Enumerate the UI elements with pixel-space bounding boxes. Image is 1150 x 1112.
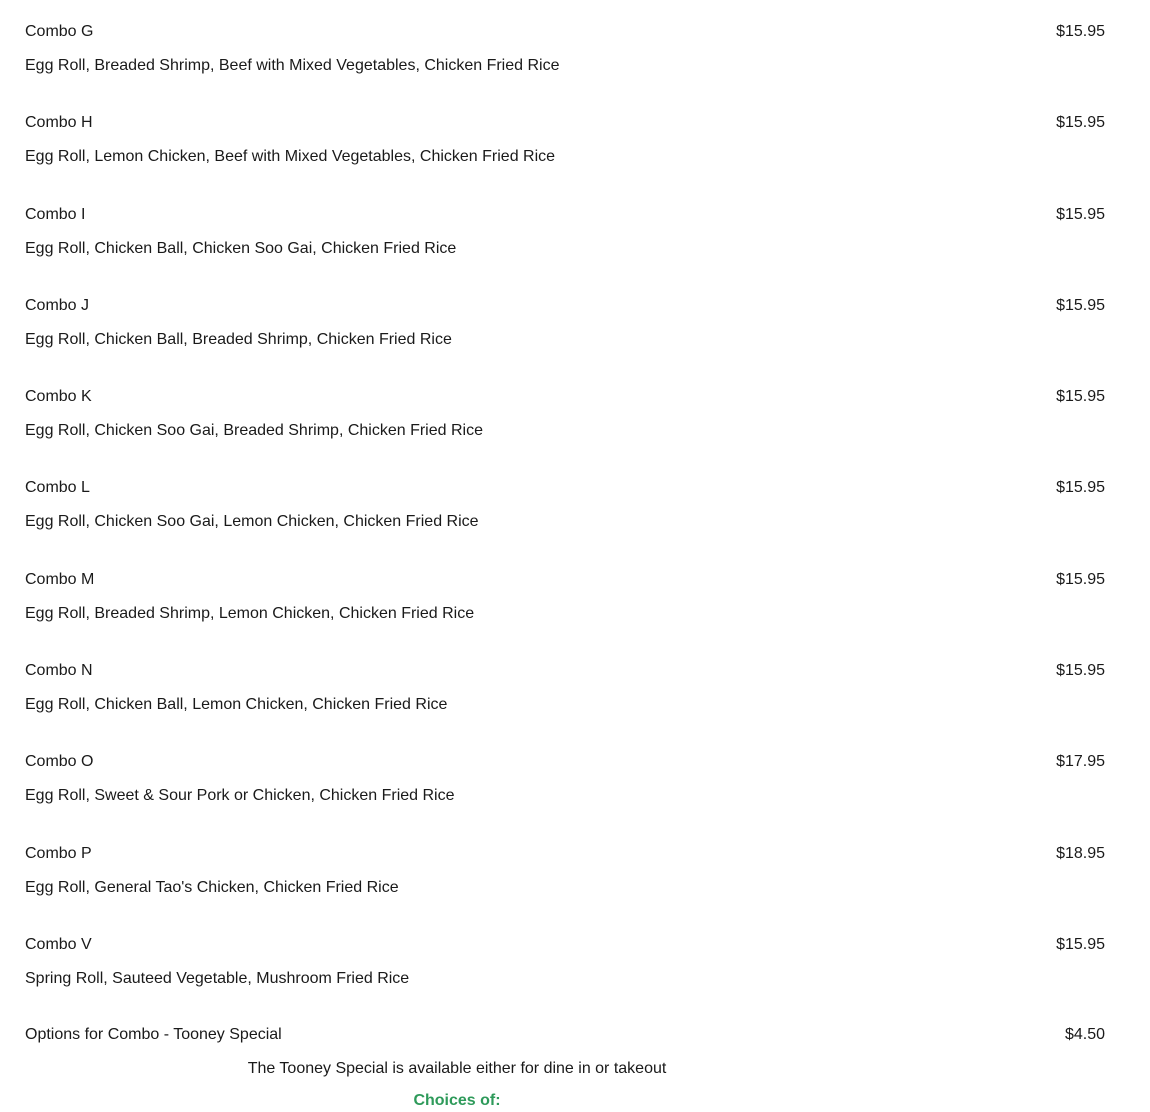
menu-item-name: Combo V	[25, 935, 92, 953]
menu-item-combo-v[interactable]	[25, 913, 1105, 1004]
menu-item-name: Combo J	[25, 296, 90, 314]
menu-item-name: Combo M	[25, 570, 95, 588]
menu-item-combo-n[interactable]	[25, 639, 1105, 730]
menu-item-name: Combo L	[25, 479, 90, 497]
menu-item-combo-i[interactable]	[25, 183, 1105, 274]
menu-item-description: Egg Roll, Lemon Chicken, Beef with Mixed Vegetables, Chicken Fried Rice	[25, 148, 556, 166]
menu-item-price: $15.95	[1056, 662, 1105, 680]
menu-item-price: $15.95	[1056, 23, 1105, 40]
menu-item-price: $17.95	[1056, 753, 1105, 771]
tooney-special-options[interactable]	[25, 1024, 1105, 1109]
menu-item-price: $18.95	[1056, 844, 1105, 862]
combo-menu-list	[25, 0, 1105, 1004]
menu-item-combo-o[interactable]	[25, 730, 1105, 821]
menu-item-combo-k[interactable]	[25, 365, 1105, 456]
menu-item-description: Egg Roll, Chicken Ball, Lemon Chicken, Chicken Fried Rice	[25, 696, 448, 714]
menu-item-description: Egg Roll, Chicken Soo Gai, Lemon Chicken, Chicken Fried Rice	[25, 513, 479, 531]
menu-item-combo-l[interactable]	[25, 456, 1105, 547]
menu-item-description: Egg Roll, Chicken Ball, Chicken Soo Gai, Chicken Fried Rice	[25, 239, 457, 257]
menu-item-price: $15.95	[1056, 205, 1105, 223]
menu-item-name: Combo H	[25, 114, 93, 132]
menu-item-name: Combo N	[25, 662, 93, 680]
menu-item-combo-j[interactable]	[25, 274, 1105, 365]
menu-item-combo-p[interactable]	[25, 822, 1105, 913]
menu-item-combo-m[interactable]	[25, 548, 1105, 639]
menu-item-price: $15.95	[1056, 935, 1105, 953]
menu-item-combo-h[interactable]	[25, 91, 1105, 182]
menu-item-name: Combo K	[25, 388, 92, 406]
menu-item-price: $15.95	[1056, 114, 1105, 132]
menu-item-name: Combo P	[25, 844, 92, 862]
menu-item-name: Combo G	[25, 23, 94, 40]
menu-item-description: Egg Roll, Breaded Shrimp, Lemon Chicken, Chicken Fried Rice	[25, 604, 475, 622]
options-title: Options for Combo - Tooney Special	[25, 1026, 282, 1043]
menu-item-combo-g[interactable]	[25, 0, 1105, 91]
menu-item-price: $15.95	[1056, 296, 1105, 314]
menu-item-price: $15.95	[1056, 388, 1105, 406]
menu-item-description: Egg Roll, Sweet & Sour Pork or Chicken, Chicken Fried Rice	[25, 787, 455, 805]
options-note: The Tooney Special is available either for dine in or takeout	[247, 1060, 667, 1077]
menu-item-description: Egg Roll, Chicken Ball, Breaded Shrimp, Chicken Fried Rice	[25, 330, 452, 348]
menu-item-price: $15.95	[1056, 479, 1105, 497]
options-price: $4.50	[1064, 1026, 1105, 1043]
menu-item-description: Egg Roll, General Tao's Chicken, Chicken Fried Rice	[25, 878, 399, 896]
menu-item-description: Spring Roll, Sauteed Vegetable, Mushroom Fried Rice	[25, 969, 410, 987]
menu-item-price: $15.95	[1056, 570, 1105, 588]
menu-item-name: Combo I	[25, 205, 86, 223]
menu-item-description: Egg Roll, Breaded Shrimp, Beef with Mixed Vegetables, Chicken Fried Rice	[25, 57, 560, 74]
menu-item-description: Egg Roll, Chicken Soo Gai, Breaded Shrimp, Chicken Fried Rice	[25, 422, 483, 440]
choices-heading: Choices of:	[413, 1092, 501, 1109]
menu-item-name: Combo O	[25, 753, 94, 771]
